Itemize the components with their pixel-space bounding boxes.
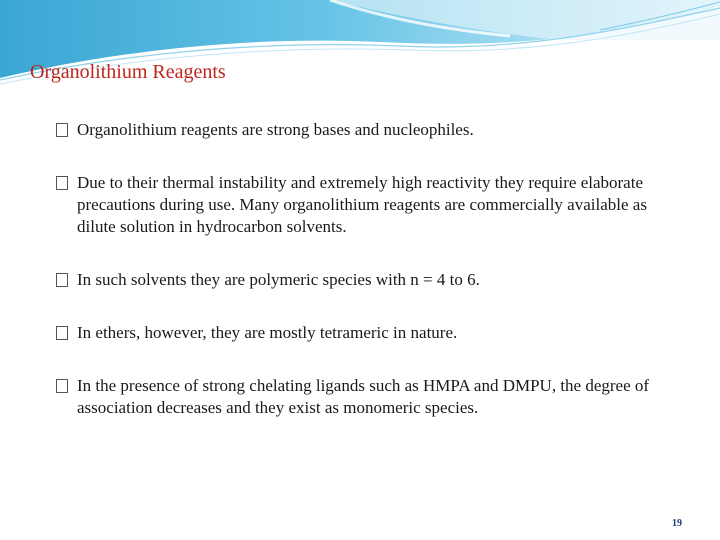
bullet-marker-icon [56,379,68,393]
bullet-marker-icon [56,176,68,190]
bullet-item [56,172,656,238]
slide-title: Organolithium Reagents [30,61,226,83]
bullet-item [56,375,656,419]
page-number: 19 [672,518,682,529]
bullet-marker-icon [56,326,68,340]
bullet-list [56,119,656,450]
bullet-text: Organolithium reagents are strong bases and nucleophiles. [77,120,474,139]
bullet-text: Due to their thermal instability and extremely high reactivity they require elaborate precautions during use. Many organolithium reagents are commercially available as dilute solution in hydrocarbon solvents. [77,173,647,236]
bullet-text: In ethers, however, they are mostly tetrameric in nature. [77,323,458,342]
bullet-marker-icon [56,123,68,137]
bullet-item [56,119,656,141]
bullet-marker-icon [56,273,68,287]
bullet-item [56,269,656,291]
bullet-item [56,322,656,344]
bullet-text: In the presence of strong chelating ligands such as HMPA and DMPU, the degree of association decreases and they exist as monomeric species. [77,376,650,417]
bullet-text: In such solvents they are polymeric species with n = 4 to 6. [77,270,480,289]
